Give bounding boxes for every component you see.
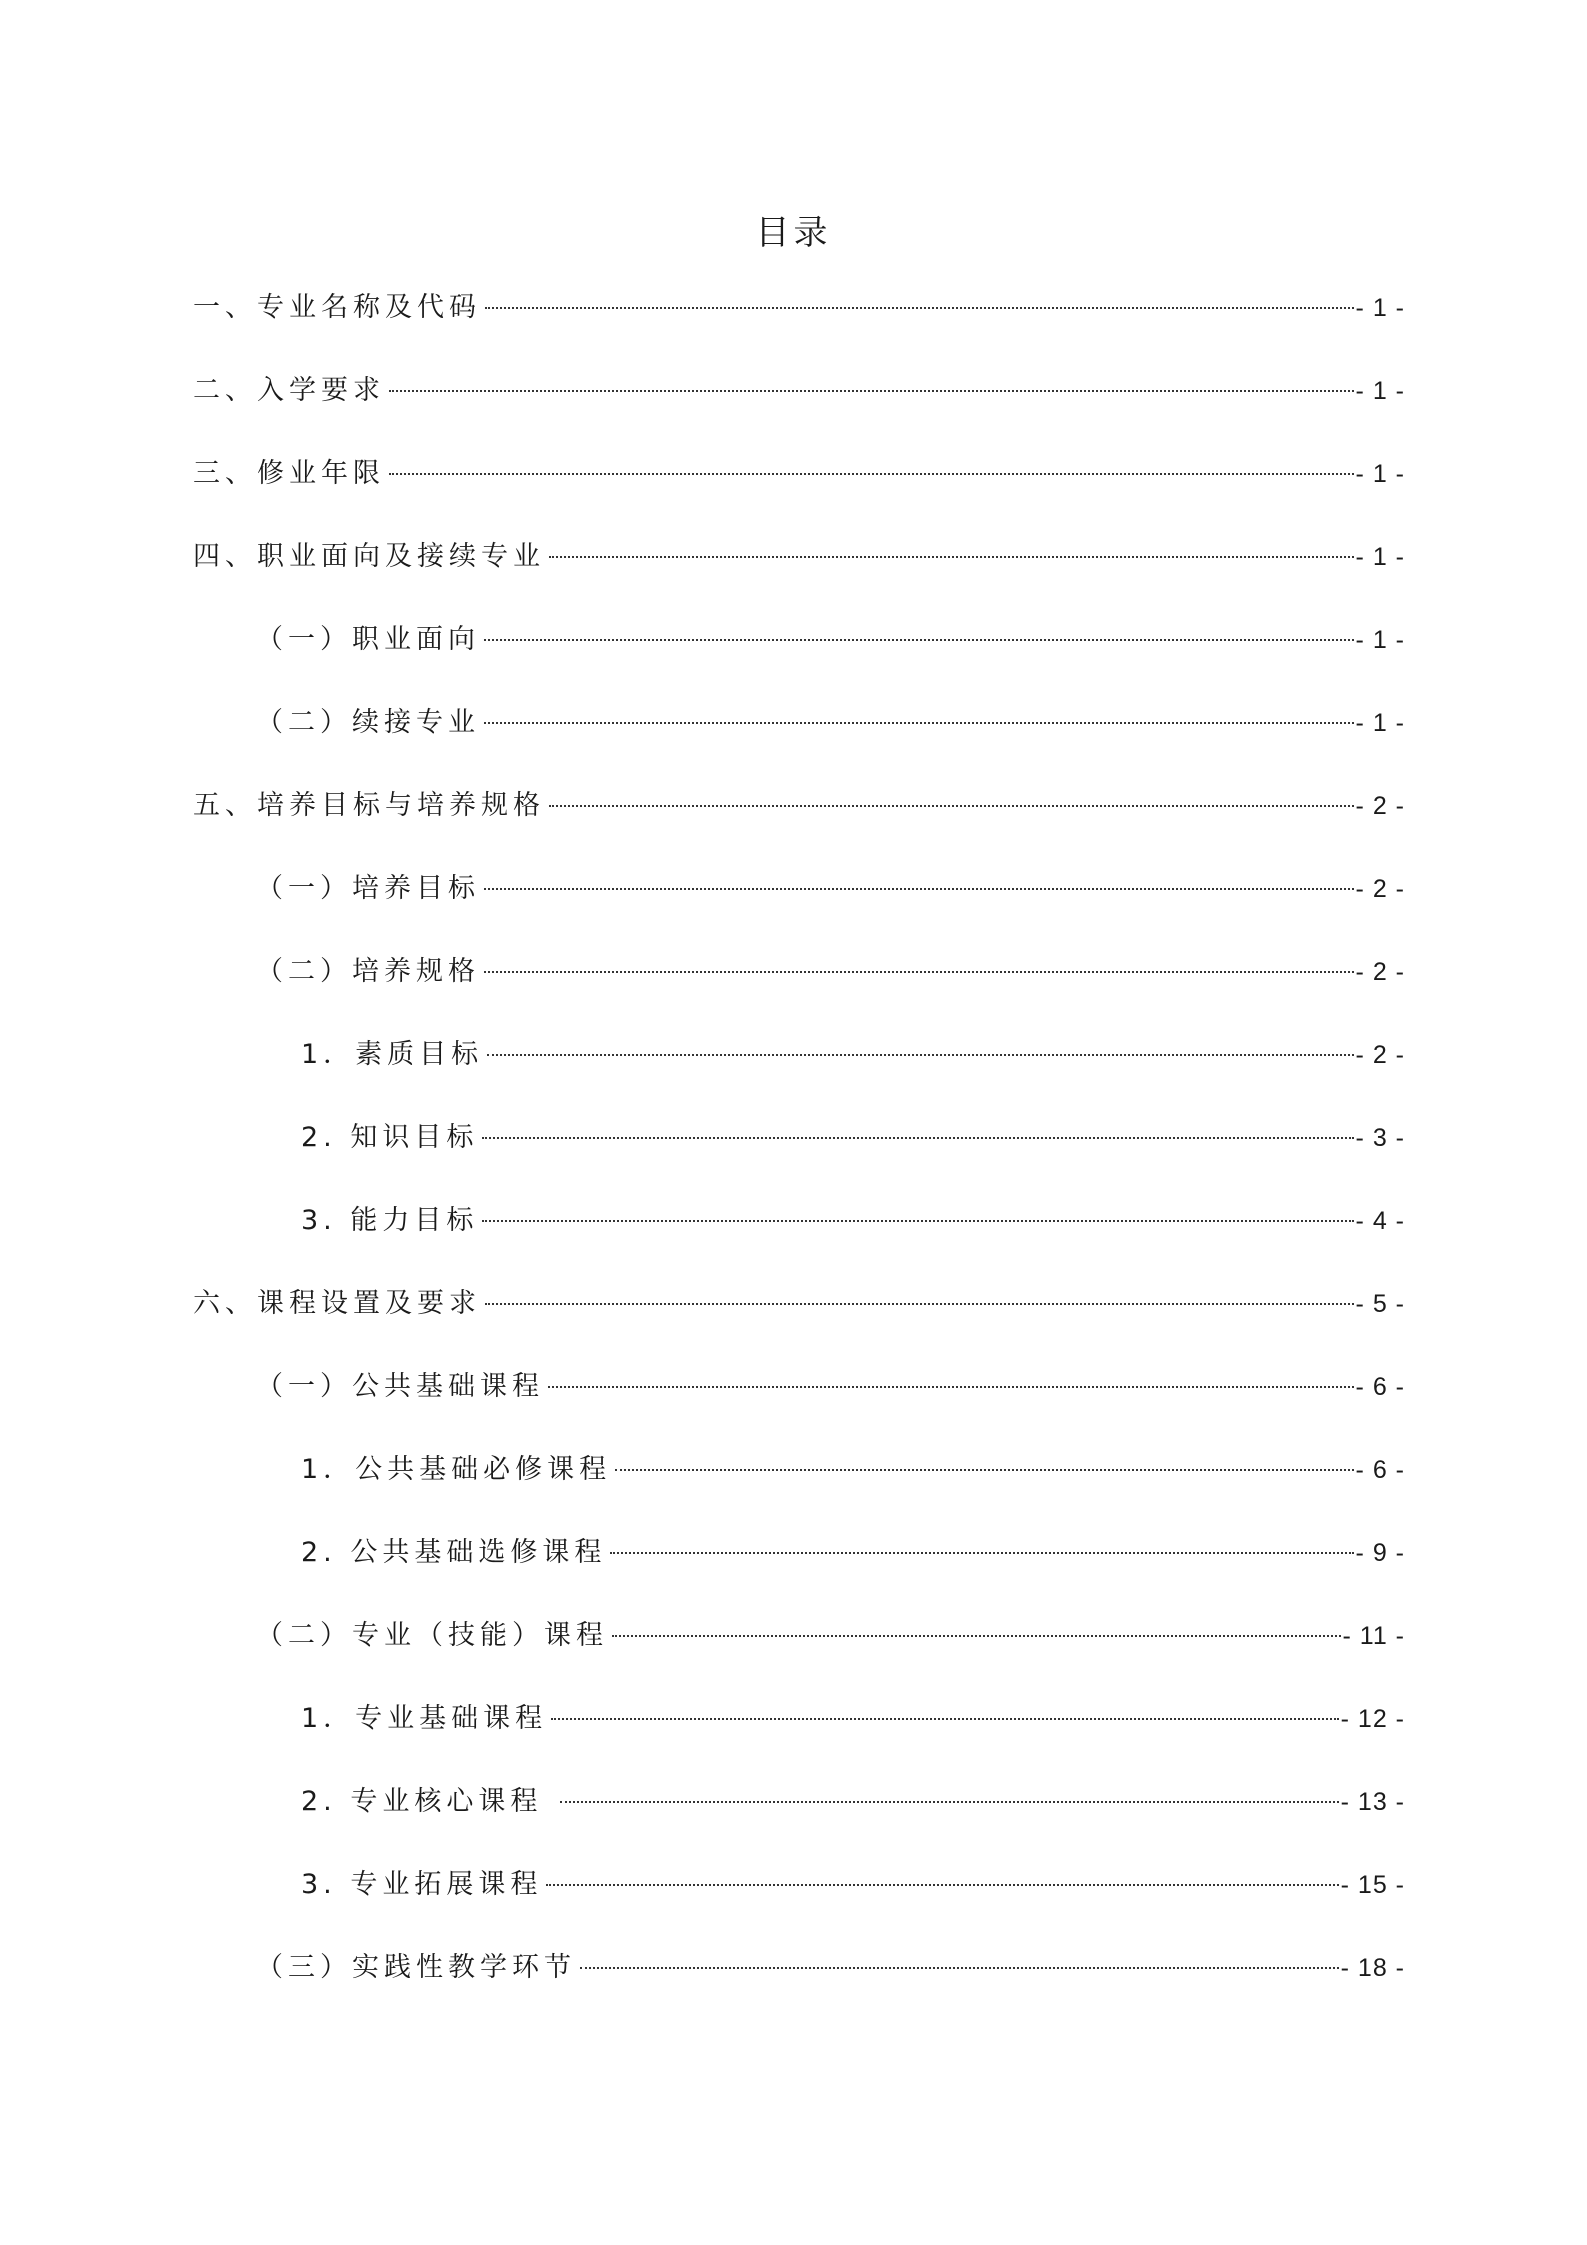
toc-page-number: - 13 - bbox=[1340, 1788, 1405, 1816]
dot-leader bbox=[551, 1718, 1338, 1720]
toc-entry[interactable] bbox=[193, 1284, 1405, 1324]
toc-entry[interactable] bbox=[301, 1699, 1405, 1739]
dot-leader bbox=[612, 1635, 1341, 1637]
toc-page-number: - 1 - bbox=[1355, 294, 1405, 322]
toc-entry[interactable] bbox=[193, 454, 1405, 494]
toc-entry-text: （一）培养目标 bbox=[256, 873, 480, 904]
dot-leader bbox=[485, 307, 1354, 309]
dot-leader bbox=[484, 639, 1354, 641]
dot-leader bbox=[549, 805, 1354, 807]
toc-entry[interactable] bbox=[193, 786, 1405, 826]
toc-entry-text: 2. 专业核心课程 bbox=[301, 1786, 556, 1817]
toc-page-number: - 2 - bbox=[1355, 792, 1405, 820]
dot-leader bbox=[548, 1386, 1354, 1388]
dot-leader bbox=[580, 1967, 1339, 1969]
toc-entry[interactable] bbox=[256, 620, 1405, 660]
toc-entry[interactable] bbox=[301, 1201, 1405, 1241]
toc-page-number: - 1 - bbox=[1355, 460, 1405, 488]
toc-entry[interactable] bbox=[256, 703, 1405, 743]
toc-page-number: - 1 - bbox=[1355, 626, 1405, 654]
toc-entry-text: 1．公共基础必修课程 bbox=[301, 1454, 612, 1485]
toc-entry[interactable] bbox=[193, 537, 1405, 577]
toc-entry[interactable] bbox=[256, 1616, 1405, 1656]
toc-entry[interactable] bbox=[301, 1865, 1405, 1905]
toc-entry-text: （三）实践性教学环节 bbox=[256, 1952, 576, 1983]
dot-leader bbox=[487, 1054, 1353, 1056]
toc-page-number: - 18 - bbox=[1340, 1954, 1405, 1982]
dot-leader bbox=[485, 1303, 1354, 1305]
toc-entry[interactable] bbox=[256, 869, 1405, 909]
toc-page-number: - 1 - bbox=[1355, 543, 1405, 571]
toc-entry-text: （二）专业（技能）课程 bbox=[256, 1620, 608, 1651]
toc-page-number: - 11 - bbox=[1342, 1622, 1405, 1650]
toc-entry-text: 三、修业年限 bbox=[193, 458, 385, 489]
toc-entry-text: 五、培养目标与培养规格 bbox=[193, 790, 545, 821]
toc-page-number: - 4 - bbox=[1355, 1207, 1405, 1235]
toc-entry[interactable] bbox=[193, 371, 1405, 411]
toc-page-number: - 5 - bbox=[1355, 1290, 1405, 1318]
toc-entry[interactable] bbox=[301, 1118, 1405, 1158]
toc-page-number: - 15 - bbox=[1340, 1871, 1405, 1899]
toc-page-number: - 3 - bbox=[1355, 1124, 1405, 1152]
dot-leader bbox=[482, 1220, 1353, 1222]
dot-leader bbox=[484, 888, 1354, 890]
toc-entry[interactable] bbox=[301, 1035, 1405, 1075]
dot-leader bbox=[546, 1884, 1338, 1886]
toc-page-number: - 6 - bbox=[1355, 1456, 1405, 1484]
dot-leader bbox=[484, 971, 1354, 973]
toc-entry-text: 二、入学要求 bbox=[193, 375, 385, 406]
toc-entry-text: （二）续接专业 bbox=[256, 707, 480, 738]
toc-entry-text: （一）公共基础课程 bbox=[256, 1371, 544, 1402]
toc-page-number: - 1 - bbox=[1355, 377, 1405, 405]
dot-leader bbox=[610, 1552, 1353, 1554]
toc-page-number: - 9 - bbox=[1355, 1539, 1405, 1567]
dot-leader bbox=[484, 722, 1354, 724]
toc-entry-text: 2. 知识目标 bbox=[301, 1122, 479, 1153]
toc-entry[interactable] bbox=[301, 1533, 1405, 1573]
toc-entry-text: 四、职业面向及接续专业 bbox=[193, 541, 545, 572]
toc-title: 目录 bbox=[755, 213, 832, 253]
toc-page-number: - 6 - bbox=[1355, 1373, 1405, 1401]
toc-page-number: - 12 - bbox=[1340, 1705, 1405, 1733]
dot-leader bbox=[482, 1137, 1353, 1139]
toc-page-number: - 1 - bbox=[1355, 709, 1405, 737]
toc-entry-text: 3. 专业拓展课程 bbox=[301, 1869, 543, 1900]
toc-entry-text: （二）培养规格 bbox=[256, 956, 480, 987]
toc-entry-text: 2. 公共基础选修课程 bbox=[301, 1537, 607, 1568]
dot-leader bbox=[389, 390, 1354, 392]
toc-entry[interactable] bbox=[301, 1782, 1405, 1822]
toc-entry[interactable] bbox=[256, 1948, 1405, 1988]
toc-entry[interactable] bbox=[193, 288, 1405, 328]
toc-entry[interactable] bbox=[301, 1450, 1405, 1490]
dot-leader bbox=[615, 1469, 1353, 1471]
toc-page-number: - 2 - bbox=[1355, 875, 1405, 903]
toc-entry-text: （一）职业面向 bbox=[256, 624, 480, 655]
toc-entry-text: 一、专业名称及代码 bbox=[193, 292, 481, 323]
toc-entry[interactable] bbox=[256, 1367, 1405, 1407]
dot-leader bbox=[549, 556, 1354, 558]
dot-leader bbox=[560, 1801, 1339, 1803]
toc-page-number: - 2 - bbox=[1355, 958, 1405, 986]
toc-entry-text: 1．专业基础课程 bbox=[301, 1703, 548, 1734]
toc-entry-text: 1．素质目标 bbox=[301, 1039, 484, 1070]
toc-entry-text: 六、课程设置及要求 bbox=[193, 1288, 481, 1319]
toc-entry-text: 3. 能力目标 bbox=[301, 1205, 479, 1236]
toc-entry[interactable] bbox=[256, 952, 1405, 992]
dot-leader bbox=[389, 473, 1354, 475]
toc-page-number: - 2 - bbox=[1355, 1041, 1405, 1069]
